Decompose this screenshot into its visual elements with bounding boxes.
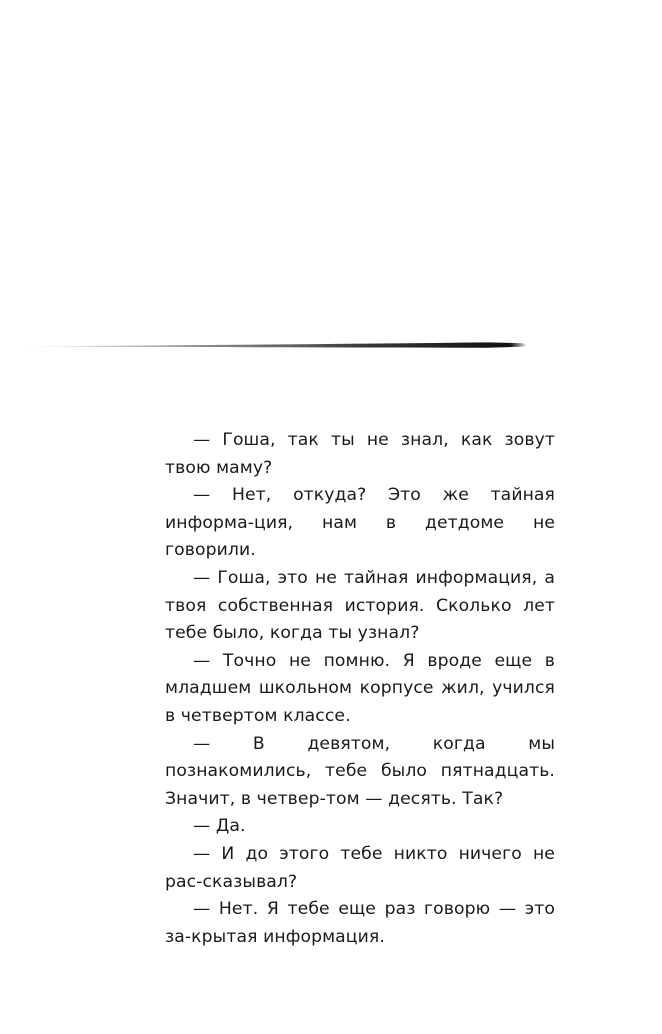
paragraph-6: — Да. [193,816,246,837]
paragraph-8: — Нет. Я тебе еще раз говорю — это за-крытая информация. [165,899,555,947]
paragraph-4: — Точно не помню. Я вроде еще в младшем школьном корпусе жил, учился в четвертом классе. [165,650,555,726]
paragraph-1: — Гоша, так ты не знал, как зовут твою маму? [165,430,555,478]
dialogue-text [165,427,555,951]
paragraph-5: — В девятом, когда мы познакомились, тебе было пятнадцать. Значит, в четвер-том — десять. Так? [165,733,555,809]
paragraph-3: — Гоша, это не тайная информация, а твоя собственная история. Сколько лет тебе было, когда ты узнал? [165,567,555,644]
paragraph-2: — Нет, откуда? Это же тайная информа-ция, нам в детдоме не говорили. [165,485,555,561]
paragraph-7: — И до этого тебе никто ничего не рас-сказывал? [165,843,555,892]
brush-stroke-divider [18,340,528,350]
